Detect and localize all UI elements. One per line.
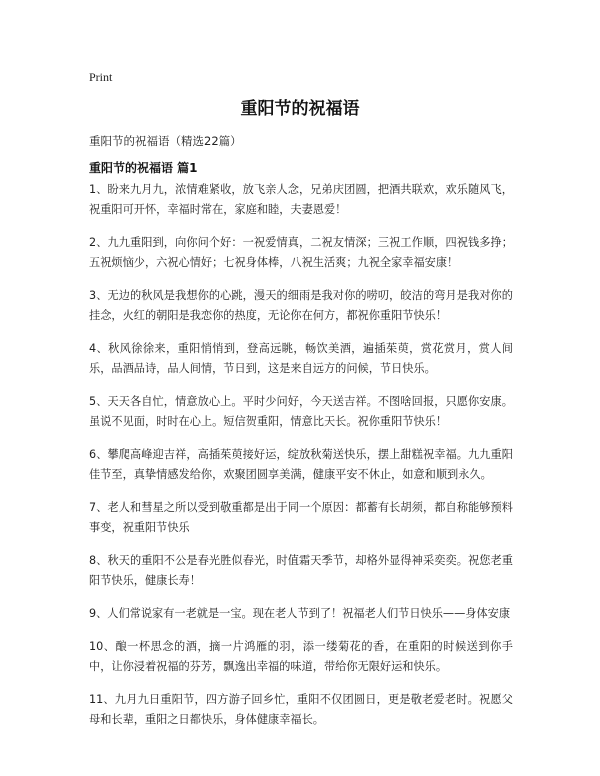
greeting-list — [89, 180, 513, 743]
list-item: 3、无边的秋风是我想你的心跳，漫天的细雨是我对你的唠叨，皎洁的弯月是我对你的挂念，火红的朝阳是我恋你的热度，无论你在何方，都祝你重阳节快乐！ — [89, 289, 513, 322]
list-item: 2、九九重阳到，向你问个好：一祝爱情真，二祝友情深；三祝工作顺，四祝钱多挣；五祝烦恼少，六祝心情好；七祝身体棒，八祝生活爽；九祝全家幸福安康！ — [89, 236, 513, 269]
document-subtitle: 重阳节的祝福语（精选22篇） — [89, 134, 242, 148]
list-item: 11、九月九日重阳节，四方游子回乡忙，重阳不仅团圆日，更是敬老爱老时。祝愿父母和长辈，重阳之日都快乐，身体健康幸福长。 — [89, 693, 513, 726]
list-item: 6、攀爬高峰迎吉祥，高插茱萸接好运，绽放秋菊送快乐，摆上甜糕祝幸福。九九重阳佳节至，真挚情感发给你，欢聚团圆享美满，健康平安不休止，如意和顺到永久。 — [89, 448, 513, 481]
print-link[interactable]: Print — [89, 70, 113, 84]
section-heading: 重阳节的祝福语 篇1 — [89, 161, 198, 175]
list-item: 5、天天各自忙，情意放心上。平时少问好，今天送吉祥。不图啥回报，只愿你安康。虽说不见面，时时在心上。短信贺重阳，情意比天长。祝你重阳节快乐！ — [89, 395, 513, 428]
list-item: 10、酿一杯思念的酒，摘一片鸿雁的羽，添一缕菊花的香，在重阳的时候送到你手中，让你浸着祝福的芬芳，飘逸出幸福的味道，带给你无限好运和快乐。 — [89, 640, 513, 673]
list-item: 4、秋风徐徐来，重阳悄悄到，登高远眺，畅饮美酒，遍插茱萸，赏花赏月，赏人间乐，品酒品诗，品人间情，节日到，这是来自远方的问候，节日快乐。 — [89, 342, 513, 375]
list-item: 7、老人和彗星之所以受到敬重都是出于同一个原因：都蓄有长胡须，都自称能够预料事变，祝重阳节快乐 — [89, 501, 513, 534]
list-item: 8、秋天的重阳不公是春光胜似春光，时值霜天季节，却格外显得神采奕奕。祝您老重阳节快乐，健康长寿！ — [89, 554, 513, 587]
list-item: 9、人们常说家有一老就是一宝。现在老人节到了！祝福老人们节日快乐——身体安康 — [89, 607, 511, 620]
list-item: 1、盼来九月九，浓情难紧收，放飞亲人念，兄弟庆团圆，把酒共联欢，欢乐随风飞，祝重阳可开怀，幸福时常在，家庭和睦，夫妻恩爱！ — [89, 183, 513, 216]
document-title: 重阳节的祝福语 — [240, 99, 360, 119]
